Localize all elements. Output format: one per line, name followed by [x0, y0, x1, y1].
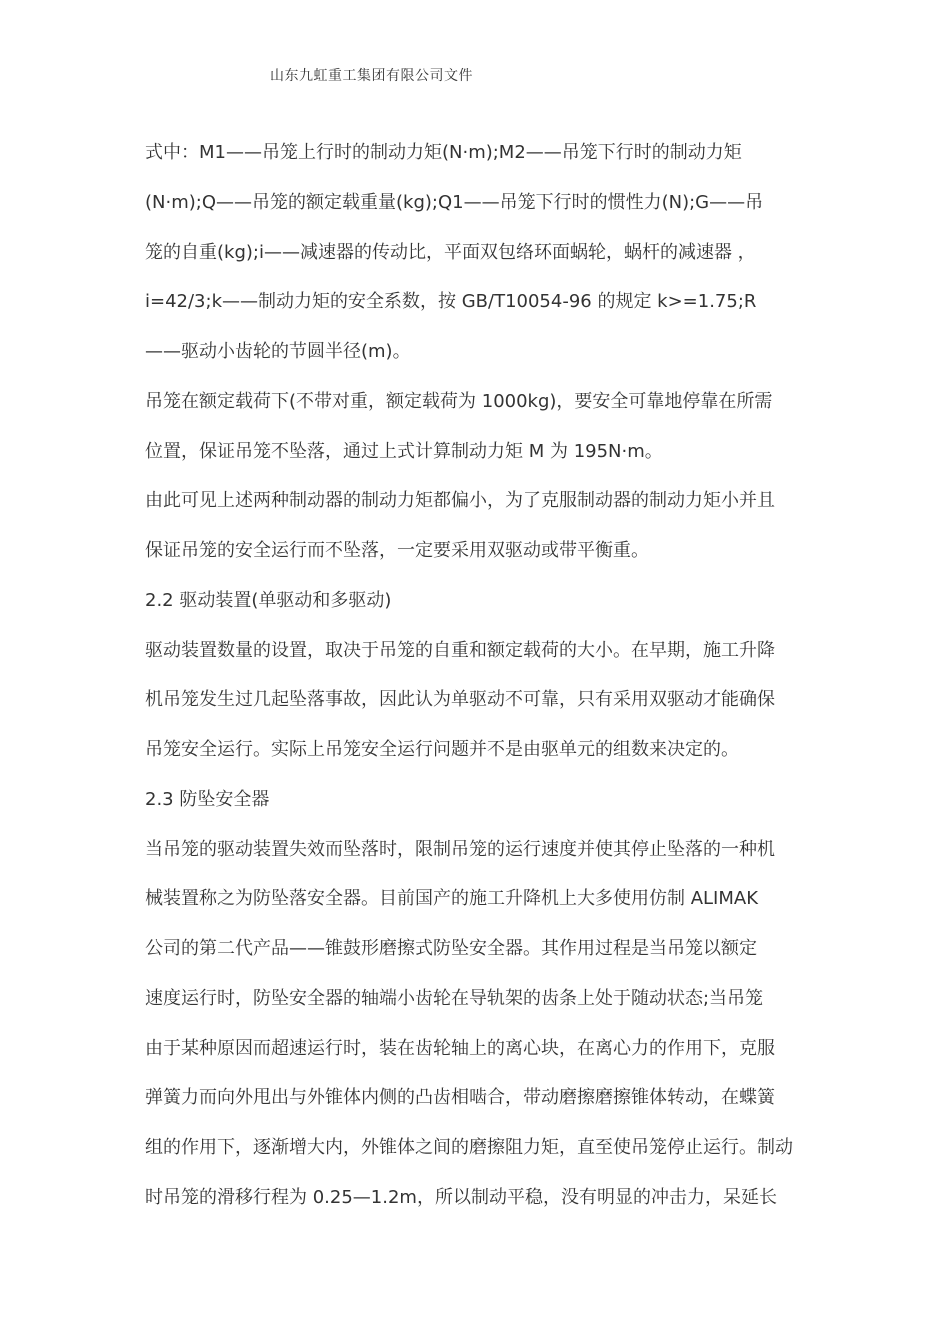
- text-line: 吊笼安全运行。实际上吊笼安全运行问题并不是由驱单元的组数来决定的。: [145, 739, 739, 760]
- text-line: ——驱动小齿轮的节圆半径(m)。: [145, 341, 411, 362]
- text-line: 由于某种原因而超速运行时，装在齿轮轴上的离心块，在离心力的作用下，克服: [145, 1038, 775, 1059]
- section-heading: 2.2 驱动装置(单驱动和多驱动): [145, 590, 392, 611]
- text-line: 位置，保证吊笼不坠落，通过上式计算制动力矩 M 为 195N·m。: [145, 441, 663, 462]
- page-header: 山东九虹重工集团有限公司文件: [270, 68, 473, 84]
- text-line: 械装置称之为防坠落安全器。目前国产的施工升降机上大多使用仿制 ALIMAK: [145, 888, 759, 909]
- text-line: i=42/3;k——制动力矩的安全系数，按 GB/T10054-96 的规定 k>=1.75;R: [145, 291, 757, 312]
- section-heading: 2.3 防坠安全器: [145, 789, 270, 810]
- text-line: 式中：M1——吊笼上行时的制动力矩(N·m);M2——吊笼下行时的制动力矩: [145, 142, 742, 163]
- text-line: 时吊笼的滑移行程为 0.25—1.2m，所以制动平稳，没有明显的冲击力，呆延长: [145, 1187, 777, 1208]
- text-line: 机吊笼发生过几起坠落事故，因此认为单驱动不可靠，只有采用双驱动才能确保: [145, 689, 775, 710]
- text-line: 公司的第二代产品——锥鼓形磨擦式防坠安全器。其作用过程是当吊笼以额定: [145, 938, 757, 959]
- text-line: 组的作用下，逐渐增大内，外锥体之间的磨擦阻力矩，直至使吊笼停止运行。制动: [145, 1137, 793, 1158]
- text-line: 由此可见上述两种制动器的制动力矩都偏小，为了克服制动器的制动力矩小并且: [145, 490, 775, 511]
- text-line: 吊笼在额定载荷下(不带对重，额定载荷为 1000kg)，要安全可靠地停靠在所需: [145, 391, 773, 412]
- text-line: 速度运行时，防坠安全器的轴端小齿轮在导轨架的齿条上处于随动状态;当吊笼: [145, 988, 764, 1009]
- text-line: (N·m);Q——吊笼的额定载重量(kg);Q1——吊笼下行时的惯性力(N);G——吊: [145, 192, 764, 213]
- text-line: 当吊笼的驱动装置失效而坠落时，限制吊笼的运行速度并使其停止坠落的一种机: [145, 839, 775, 860]
- text-line: 笼的自重(kg);i——减速器的传动比，平面双包络环面蜗轮，蜗杆的减速器 ，: [145, 242, 756, 263]
- text-line: 弹簧力而向外甩出与外锥体内侧的凸齿相啮合，带动磨擦磨擦锥体转动，在蝶簧: [145, 1087, 775, 1108]
- text-line: 驱动装置数量的设置，取决于吊笼的自重和额定载荷的大小。在早期，施工升降: [145, 640, 775, 661]
- text-line: 保证吊笼的安全运行而不坠落，一定要采用双驱动或带平衡重。: [145, 540, 649, 561]
